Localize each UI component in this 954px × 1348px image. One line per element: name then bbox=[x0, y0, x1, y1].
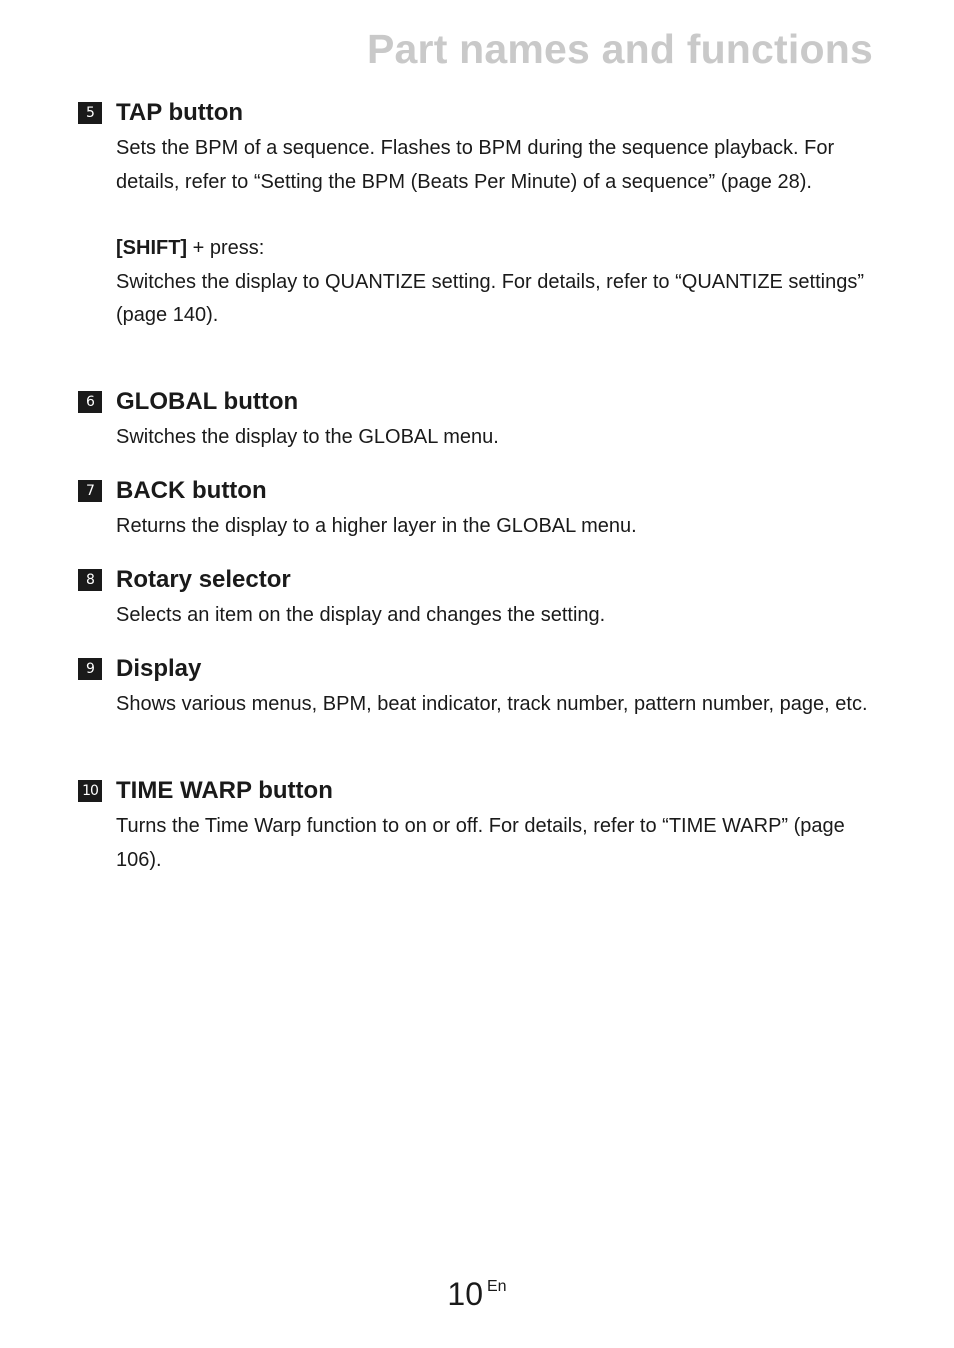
section-title: Rotary selector bbox=[116, 566, 291, 593]
section-back-button bbox=[78, 476, 878, 544]
section-time-warp-button bbox=[78, 776, 878, 877]
description: Turns the Time Warp function to on or off. For details, refer to “TIME WARP” (page 106). bbox=[116, 815, 845, 871]
section-display bbox=[78, 654, 878, 722]
section-global-button bbox=[78, 387, 878, 455]
section-body bbox=[116, 810, 876, 877]
number-badge: 9 bbox=[78, 658, 102, 680]
section-body bbox=[116, 510, 876, 544]
section-heading bbox=[78, 476, 878, 506]
shift-description: Switches the display to QUANTIZE setting. For details, refer to “QUANTIZE settings” (page 140). bbox=[116, 270, 865, 326]
description: Shows various menus, BPM, beat indicator, track number, pattern number, page, etc. bbox=[116, 693, 868, 715]
number-badge: 7 bbox=[78, 480, 102, 502]
section-title: GLOBAL button bbox=[116, 388, 299, 415]
section-heading bbox=[78, 387, 878, 417]
section-body bbox=[116, 599, 876, 633]
number-badge: 10 bbox=[78, 780, 102, 802]
section-heading bbox=[78, 98, 878, 128]
section-heading bbox=[78, 776, 878, 806]
section-body bbox=[116, 688, 876, 722]
section-body bbox=[116, 132, 876, 333]
number-badge: 8 bbox=[78, 569, 102, 591]
section-body bbox=[116, 421, 876, 455]
section-title: TAP button bbox=[116, 99, 244, 126]
section-tap-button bbox=[78, 98, 878, 333]
section-heading bbox=[78, 565, 878, 595]
section-title: Display bbox=[116, 655, 202, 682]
description: Returns the display to a higher layer in the GLOBAL menu. bbox=[116, 515, 637, 537]
section-rotary-selector bbox=[78, 565, 878, 633]
language-label: En bbox=[487, 1278, 507, 1295]
page-number: 10 bbox=[447, 1276, 483, 1312]
shift-key-label: [SHIFT] bbox=[116, 237, 188, 259]
shift-line bbox=[116, 232, 876, 266]
shift-suffix: + press: bbox=[187, 237, 265, 259]
section-title: BACK button bbox=[116, 477, 267, 504]
section-title: TIME WARP button bbox=[116, 777, 333, 804]
section-heading bbox=[78, 654, 878, 684]
page-title: Part names and functions bbox=[366, 26, 873, 72]
number-badge: 6 bbox=[78, 391, 102, 413]
description: Sets the BPM of a sequence. Flashes to BPM during the sequence playback. For details, refer to “Setting the BPM (Beats Per Minute) of a sequence” (page 28). bbox=[116, 137, 835, 193]
page-footer bbox=[0, 1276, 954, 1313]
description: Selects an item on the display and changes the setting. bbox=[116, 604, 606, 626]
number-badge: 5 bbox=[78, 102, 102, 124]
description: Switches the display to the GLOBAL menu. bbox=[116, 426, 499, 448]
